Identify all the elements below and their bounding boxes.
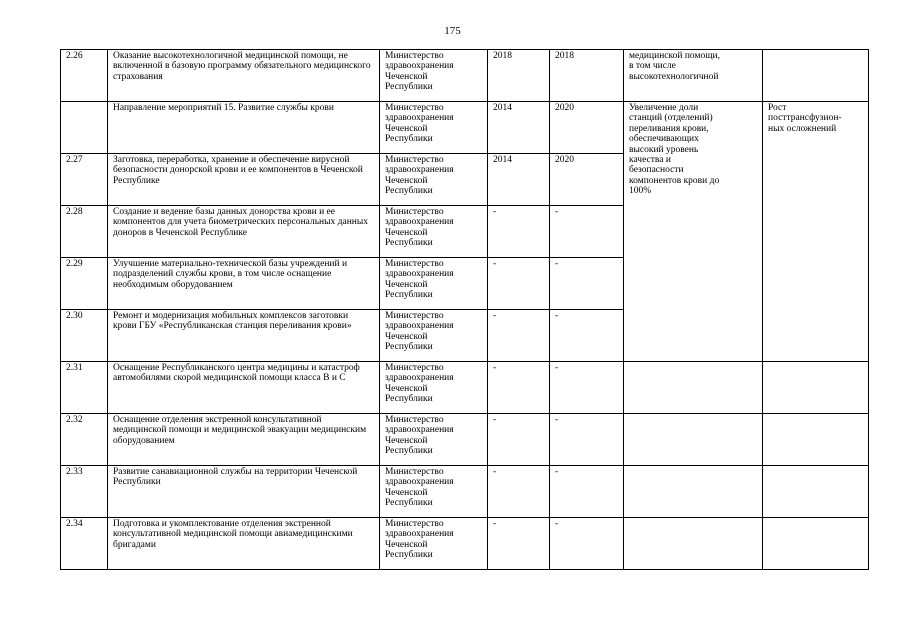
expected-result: Увеличение доли станций (отделений) переливания крови, обеспечивающих высокий уровень качества и безопасности компонентов крови до 100% bbox=[624, 102, 763, 362]
measure-name: Оснащение Республиканского центра медицины и катастроф автомобилями скорой медицинской помощи класса В и С bbox=[108, 362, 380, 414]
row-number: 2.31 bbox=[61, 362, 108, 414]
risk-description: Рост посттрансфузион- ных осложнений bbox=[763, 102, 869, 362]
executor: Министерство здравоохранения Чеченской Республики bbox=[380, 466, 488, 518]
row-number: 2.28 bbox=[61, 206, 108, 258]
measure-name: Заготовка, переработка, хранение и обеспечение вирусной безопасности донорской крови и ее компонентов в Чеченской Республике bbox=[108, 154, 380, 206]
end-year: - bbox=[550, 206, 624, 258]
end-year: - bbox=[550, 362, 624, 414]
measure-name: Развитие санавиационной службы на территории Чеченской Республики bbox=[108, 466, 380, 518]
measure-name: Оснащение отделения экстренной консультативной медицинской помощи и медицинской эвакуации медицинским оборудованием bbox=[108, 414, 380, 466]
start-year: - bbox=[488, 206, 550, 258]
end-year: - bbox=[550, 414, 624, 466]
end-year: - bbox=[550, 310, 624, 362]
page-number: 175 bbox=[444, 25, 461, 37]
executor: Министерство здравоохранения Чеченской Республики bbox=[380, 154, 488, 206]
table-row bbox=[61, 102, 869, 154]
executor: Министерство здравоохранения Чеченской Республики bbox=[380, 518, 488, 570]
table-row bbox=[61, 414, 869, 466]
executor: Министерство здравоохранения Чеченской Республики bbox=[380, 414, 488, 466]
start-year: 2014 bbox=[488, 102, 550, 154]
empty-cell bbox=[624, 362, 763, 414]
empty-cell bbox=[763, 414, 869, 466]
executor: Министерство здравоохранения Чеченской Республики bbox=[380, 50, 488, 102]
start-year: - bbox=[488, 466, 550, 518]
start-year: - bbox=[488, 414, 550, 466]
row-number: 2.34 bbox=[61, 518, 108, 570]
empty-cell bbox=[763, 50, 869, 102]
measure-name: Оказание высокотехнологичной медицинской помощи, не включенной в базовую программу обязательного медицинского страхования bbox=[108, 50, 380, 102]
row-number: 2.32 bbox=[61, 414, 108, 466]
empty-cell bbox=[763, 362, 869, 414]
empty-cell bbox=[624, 518, 763, 570]
empty-cell bbox=[763, 518, 869, 570]
executor: Министерство здравоохранения Чеченской Республики bbox=[380, 102, 488, 154]
row-number: 2.26 bbox=[61, 50, 108, 102]
executor: Министерство здравоохранения Чеченской Республики bbox=[380, 310, 488, 362]
table-row bbox=[61, 50, 869, 102]
row-number: 2.29 bbox=[61, 258, 108, 310]
table-row bbox=[61, 362, 869, 414]
measure-name: Улучшение материально-технической базы учреждений и подразделений службы крови, в том числе оснащение необходимым оборудованием bbox=[108, 258, 380, 310]
table-row bbox=[61, 466, 869, 518]
measure-name: Создание и ведение базы данных донорства крови и ее компонентов для учета биометрических персональных данных доноров в Чеченской Республике bbox=[108, 206, 380, 258]
row-number: 2.30 bbox=[61, 310, 108, 362]
end-year: - bbox=[550, 466, 624, 518]
start-year: - bbox=[488, 258, 550, 310]
measure-name: Направление мероприятий 15. Развитие службы крови bbox=[108, 102, 380, 154]
start-year: 2014 bbox=[488, 154, 550, 206]
end-year: 2020 bbox=[550, 154, 624, 206]
start-year: - bbox=[488, 362, 550, 414]
empty-cell bbox=[624, 466, 763, 518]
measure-name: Ремонт и модернизация мобильных комплексов заготовки крови ГБУ «Республиканская станция переливания крови» bbox=[108, 310, 380, 362]
end-year: 2018 bbox=[550, 50, 624, 102]
end-year: 2020 bbox=[550, 102, 624, 154]
end-year: - bbox=[550, 258, 624, 310]
empty-cell bbox=[624, 414, 763, 466]
row-number bbox=[61, 102, 108, 154]
start-year: - bbox=[488, 310, 550, 362]
empty-cell bbox=[763, 466, 869, 518]
table-row bbox=[61, 518, 869, 570]
expected-result: медицинской помощи, в том числе высокотехнологичной bbox=[624, 50, 763, 102]
start-year: - bbox=[488, 518, 550, 570]
measure-name: Подготовка и укомплектование отделения экстренной консультативной медицинской помощи авиамедицинскими бригадами bbox=[108, 518, 380, 570]
executor: Министерство здравоохранения Чеченской Республики bbox=[380, 206, 488, 258]
end-year: - bbox=[550, 518, 624, 570]
row-number: 2.27 bbox=[61, 154, 108, 206]
row-number: 2.33 bbox=[61, 466, 108, 518]
executor: Министерство здравоохранения Чеченской Республики bbox=[380, 362, 488, 414]
measures-table bbox=[60, 49, 869, 570]
start-year: 2018 bbox=[488, 50, 550, 102]
executor: Министерство здравоохранения Чеченской Республики bbox=[380, 258, 488, 310]
